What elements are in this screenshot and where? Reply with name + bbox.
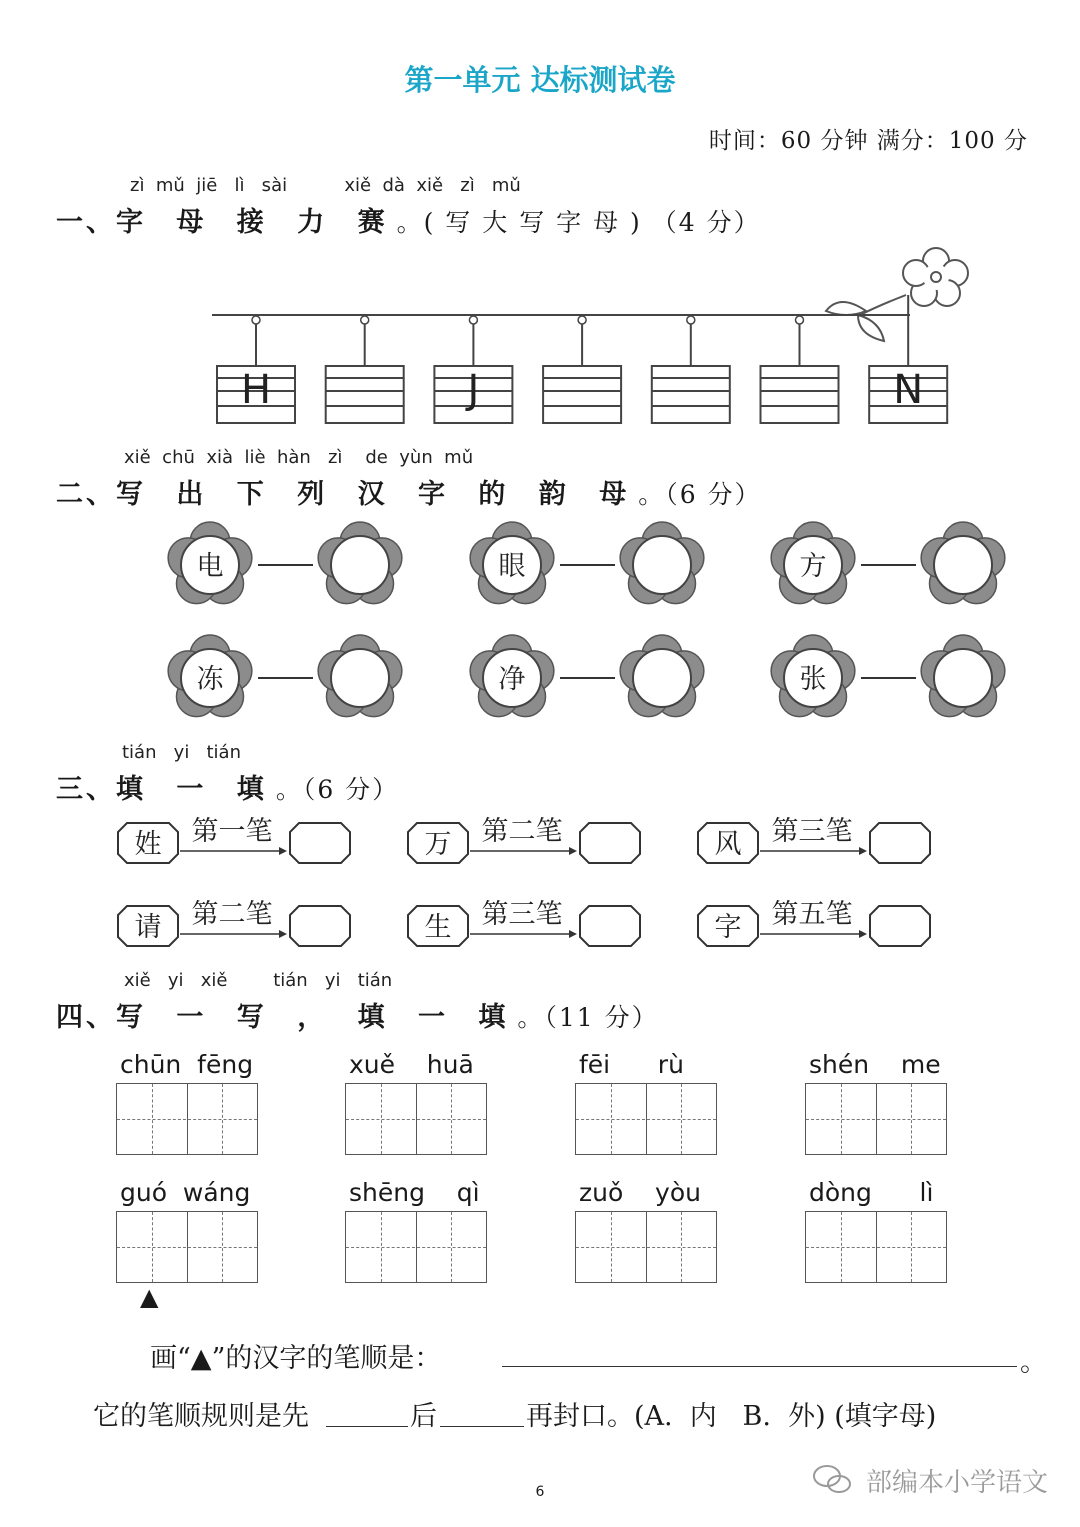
stroke-label: 第二笔 xyxy=(481,816,563,847)
answer-flower[interactable] xyxy=(921,522,1005,604)
answer-octagon[interactable] xyxy=(870,823,930,863)
flower-char: 净 xyxy=(498,664,526,695)
s1-sub: 。( 写 大 写 字 母 ) （4 分） xyxy=(396,208,761,237)
flower-icon xyxy=(826,248,968,341)
word-pinyin: zuǒ yòu xyxy=(579,1178,701,1207)
q1-text: 画“▲”的汉字的笔顺是： xyxy=(150,1343,442,1374)
q2-blank-first[interactable] xyxy=(326,1426,408,1427)
tianzi-grid[interactable] xyxy=(116,1083,258,1155)
q2-text-b: 后 xyxy=(410,1401,437,1432)
s1-heading xyxy=(56,200,761,239)
stroke-order-figure xyxy=(0,805,1080,965)
stroke-label: 第二笔 xyxy=(191,899,273,930)
page-title: 第一单元 达标测试卷 xyxy=(404,63,676,97)
answer-flower[interactable] xyxy=(318,635,402,717)
s1-text: 字 母 接 力 赛 xyxy=(116,207,397,238)
stroke-label: 第三笔 xyxy=(771,816,853,847)
finals-figure xyxy=(0,520,1080,730)
letter-box[interactable] xyxy=(543,366,621,423)
tianzi-grid[interactable] xyxy=(575,1083,717,1155)
answer-flower[interactable] xyxy=(921,635,1005,717)
answer-octagon[interactable] xyxy=(870,906,930,946)
s2-heading xyxy=(56,472,762,511)
arrow-head xyxy=(569,930,577,938)
arrow-head xyxy=(279,847,287,855)
q1-end: 。 xyxy=(1020,1347,1047,1378)
arrow-head xyxy=(859,847,867,855)
given-letter: H xyxy=(240,367,272,413)
stroke-char: 风 xyxy=(714,829,742,860)
word-pinyin: fēi rù xyxy=(579,1050,684,1079)
watermark: 部编本小学语文 xyxy=(865,1468,1048,1498)
relay-ring xyxy=(796,316,804,324)
answer-flower[interactable] xyxy=(620,522,704,604)
s3-heading xyxy=(56,767,399,806)
letter-relay-figure xyxy=(0,245,1080,435)
letter-box xyxy=(869,366,947,423)
answer-flower[interactable] xyxy=(620,635,704,717)
q2-text-c: 再封口。(A. 内 B. 外) (填字母) xyxy=(526,1401,937,1432)
s3-text: 填 一 填 xyxy=(116,774,276,805)
s3-num: 三、 xyxy=(56,774,116,805)
arrow-head xyxy=(569,847,577,855)
word-pinyin: dòng lì xyxy=(809,1178,934,1207)
arrow-head xyxy=(279,930,287,938)
relay-ring xyxy=(578,316,586,324)
q2-text-a: 它的笔顺规则是先 xyxy=(93,1401,309,1432)
exam-meta: 时间：60 分钟 满分：100 分 xyxy=(708,128,1028,154)
s2-num: 二、 xyxy=(56,479,116,510)
given-flower xyxy=(470,635,554,717)
s4-heading xyxy=(56,995,659,1034)
given-flower xyxy=(168,635,252,717)
q2-blank-second[interactable] xyxy=(440,1426,524,1427)
s4-pinyin: xiě yi xiě tián yi tián xyxy=(124,970,393,991)
given-flower xyxy=(168,522,252,604)
triangle-marker: ▲ xyxy=(140,1283,159,1311)
letter-box[interactable] xyxy=(652,366,730,423)
relay-ring xyxy=(361,316,369,324)
stroke-char: 请 xyxy=(134,912,162,943)
s4-text: 写 一 写 ， 填 一 填 xyxy=(116,1002,518,1033)
word-pinyin: xuě huā xyxy=(349,1050,474,1079)
flower-char: 冻 xyxy=(196,664,224,695)
q1-answer-line[interactable] xyxy=(502,1366,1017,1367)
letter-box[interactable] xyxy=(326,366,404,423)
stroke-char: 姓 xyxy=(134,829,162,860)
relay-ring xyxy=(252,316,260,324)
tianzi-grid[interactable] xyxy=(116,1211,258,1283)
flower-char: 张 xyxy=(799,664,827,695)
s1-num: 一、 xyxy=(56,207,116,238)
given-letter: N xyxy=(893,367,924,413)
answer-octagon[interactable] xyxy=(580,906,640,946)
given-letter: J xyxy=(467,367,480,413)
stroke-char: 万 xyxy=(424,829,452,860)
relay-ring xyxy=(687,316,695,324)
stroke-label: 第三笔 xyxy=(481,899,563,930)
tianzi-grid[interactable] xyxy=(345,1083,487,1155)
flower-char: 眼 xyxy=(498,551,526,582)
given-flower xyxy=(470,522,554,604)
answer-octagon[interactable] xyxy=(580,823,640,863)
stroke-label: 第五笔 xyxy=(771,899,853,930)
given-flower xyxy=(771,635,855,717)
s4-sub: 。（11 分） xyxy=(517,1003,659,1032)
flower-char: 电 xyxy=(196,551,224,582)
page-number: 6 xyxy=(535,1484,545,1500)
letter-box xyxy=(217,366,295,423)
flower-char: 方 xyxy=(799,551,827,582)
letter-box xyxy=(434,366,512,423)
tianzi-grid[interactable] xyxy=(575,1211,717,1283)
answer-octagon[interactable] xyxy=(290,823,350,863)
letter-box[interactable] xyxy=(761,366,839,423)
s2-text: 写 出 下 列 汉 字 的 韵 母 xyxy=(116,479,639,510)
given-flower xyxy=(771,522,855,604)
answer-octagon[interactable] xyxy=(290,906,350,946)
s2-sub: 。（6 分） xyxy=(638,480,762,509)
wechat-icon xyxy=(812,1462,852,1496)
stroke-char: 生 xyxy=(424,912,452,943)
tianzi-grid[interactable] xyxy=(805,1211,947,1283)
s2-pinyin: xiě chū xià liè hàn zì de yùn mǔ xyxy=(124,447,474,468)
stroke-char: 字 xyxy=(714,912,742,943)
word-pinyin: shēng qì xyxy=(349,1178,480,1207)
s4-num: 四、 xyxy=(56,1002,116,1033)
answer-flower[interactable] xyxy=(318,522,402,604)
arrow-head xyxy=(859,930,867,938)
word-pinyin: chūn fēng xyxy=(120,1050,254,1079)
s3-sub: 。（6 分） xyxy=(275,775,400,804)
stroke-label: 第一笔 xyxy=(191,816,273,847)
s1-pinyin: zì mǔ jiē lì sài xiě dà xiě zì mǔ xyxy=(130,175,521,196)
relay-ring xyxy=(469,316,477,324)
tianzi-grid[interactable] xyxy=(345,1211,487,1283)
s3-pinyin: tián yi tián xyxy=(122,742,241,763)
tianzi-grid[interactable] xyxy=(805,1083,947,1155)
word-pinyin: guó wáng xyxy=(120,1178,251,1207)
word-pinyin: shén me xyxy=(809,1050,941,1079)
